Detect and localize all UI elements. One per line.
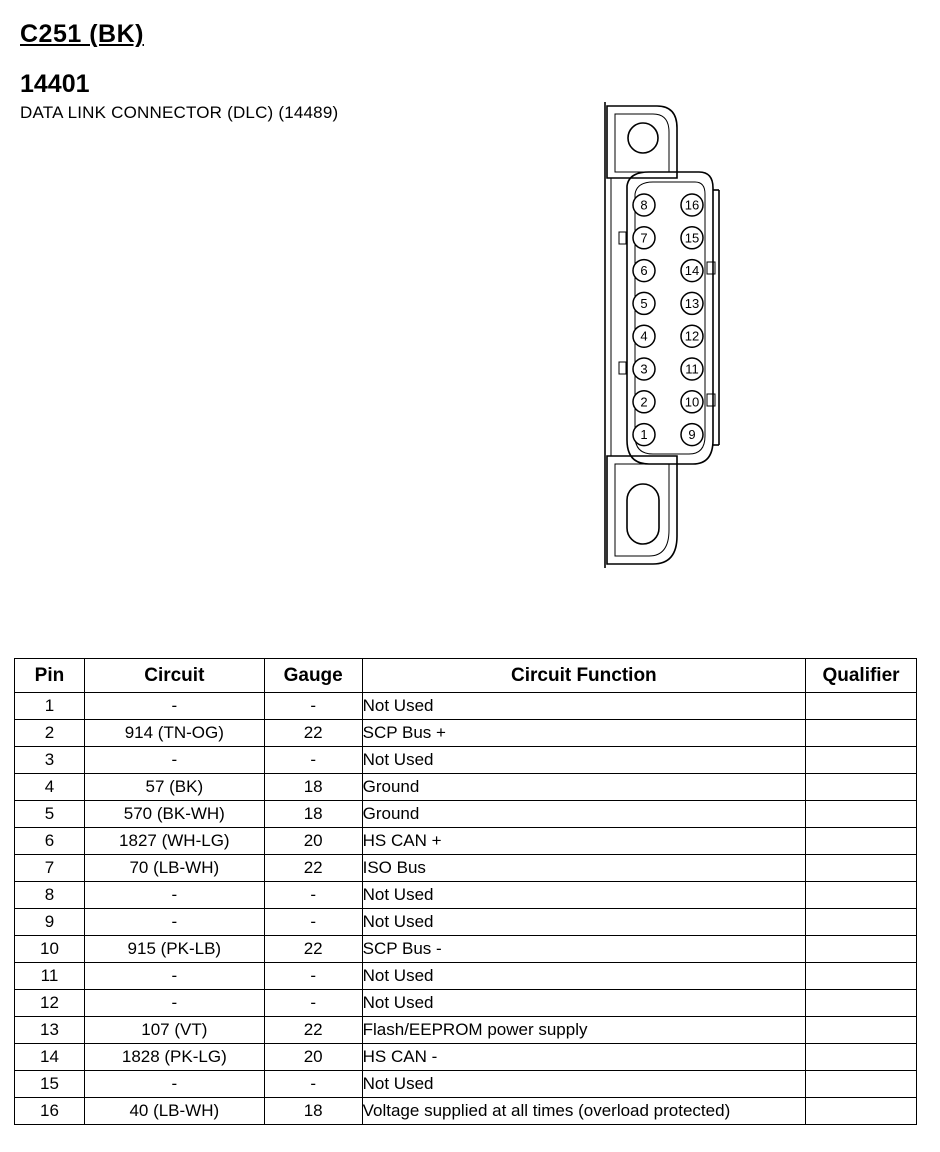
pin-label: 8 [640, 197, 648, 213]
circuit-function-cell: Not Used [362, 963, 805, 990]
pin-8 [633, 194, 655, 216]
qualifier-cell [806, 747, 917, 774]
pin-10 [681, 391, 703, 413]
pin-7 [633, 227, 655, 249]
pin-9 [681, 424, 703, 446]
pin-label: 16 [684, 197, 700, 213]
qualifier-cell [806, 693, 917, 720]
pin-16 [681, 194, 703, 216]
pin-cell: 7 [15, 855, 85, 882]
gauge-cell: - [264, 909, 362, 936]
pin-4 [633, 325, 655, 347]
qualifier-cell [806, 801, 917, 828]
pin-cell: 5 [15, 801, 85, 828]
table-row [15, 1071, 917, 1098]
circuit-cell: 57 (BK) [84, 774, 264, 801]
table-row [15, 1017, 917, 1044]
gauge-cell: - [264, 990, 362, 1017]
pin-label: 5 [640, 295, 648, 311]
qualifier-cell [806, 1071, 917, 1098]
pin-label: 7 [640, 230, 648, 246]
pin-3 [633, 358, 655, 380]
circuit-cell: - [84, 963, 264, 990]
qualifier-cell [806, 882, 917, 909]
circuit-function-cell: ISO Bus [362, 855, 805, 882]
table-row [15, 1044, 917, 1071]
header-gauge: Gauge [264, 659, 362, 693]
pin-cell: 15 [15, 1071, 85, 1098]
pin-label: 14 [684, 263, 700, 279]
gauge-cell: - [264, 963, 362, 990]
gauge-cell: 20 [264, 828, 362, 855]
circuit-cell: 70 (LB-WH) [84, 855, 264, 882]
table-row [15, 774, 917, 801]
pin-cell: 12 [15, 990, 85, 1017]
qualifier-cell [806, 909, 917, 936]
circuit-cell: 1828 (PK-LG) [84, 1044, 264, 1071]
circuit-function-cell: Not Used [362, 1071, 805, 1098]
circuit-cell: - [84, 990, 264, 1017]
connector-diagram [595, 100, 735, 570]
circuit-cell: - [84, 909, 264, 936]
circuit-function-cell: SCP Bus + [362, 720, 805, 747]
circuit-cell: - [84, 747, 264, 774]
gauge-cell: - [264, 882, 362, 909]
circuit-function-cell: Not Used [362, 693, 805, 720]
pin-cell: 4 [15, 774, 85, 801]
pin-12 [681, 325, 703, 347]
circuit-function-cell: Flash/EEPROM power supply [362, 1017, 805, 1044]
circuit-function-cell: Not Used [362, 990, 805, 1017]
gauge-cell: 22 [264, 855, 362, 882]
table-row [15, 720, 917, 747]
pin-label: 13 [684, 295, 700, 311]
bottom-mounting-slot [627, 484, 659, 544]
pin-cell: 2 [15, 720, 85, 747]
pinout-table [14, 658, 917, 1125]
table-row [15, 963, 917, 990]
gauge-cell: - [264, 747, 362, 774]
qualifier-cell [806, 828, 917, 855]
table-row [15, 828, 917, 855]
pin-11 [681, 358, 703, 380]
gauge-cell: 22 [264, 1017, 362, 1044]
pin-label: 15 [684, 230, 700, 246]
table-row [15, 801, 917, 828]
pin-cell: 16 [15, 1098, 85, 1125]
circuit-cell: - [84, 693, 264, 720]
qualifier-cell [806, 1098, 917, 1125]
circuit-function-cell: Ground [362, 801, 805, 828]
circuit-cell: - [84, 882, 264, 909]
gauge-cell: 18 [264, 801, 362, 828]
part-number: 14401 [20, 70, 90, 98]
circuit-cell: 570 (BK-WH) [84, 801, 264, 828]
qualifier-cell [806, 963, 917, 990]
qualifier-cell [806, 1017, 917, 1044]
header-pin: Pin [15, 659, 85, 693]
connector-description: DATA LINK CONNECTOR (DLC) (14489) [20, 103, 339, 122]
pin-label: 4 [640, 328, 648, 344]
pin-label: 6 [640, 263, 648, 279]
pin-label: 3 [640, 361, 648, 377]
pin-cell: 10 [15, 936, 85, 963]
table-row [15, 936, 917, 963]
circuit-cell: 915 (PK-LB) [84, 936, 264, 963]
circuit-cell: 40 (LB-WH) [84, 1098, 264, 1125]
pin-label: 9 [688, 427, 696, 443]
pin-15 [681, 227, 703, 249]
pin-14 [681, 260, 703, 282]
pin-13 [681, 292, 703, 314]
gauge-cell: 22 [264, 936, 362, 963]
circuit-function-cell: SCP Bus - [362, 936, 805, 963]
gauge-cell: - [264, 1071, 362, 1098]
header-qualifier: Qualifier [806, 659, 917, 693]
gauge-cell: - [264, 693, 362, 720]
table-row [15, 909, 917, 936]
pin-label: 12 [684, 328, 700, 344]
circuit-cell: - [84, 1071, 264, 1098]
circuit-function-cell: HS CAN + [362, 828, 805, 855]
pin-label: 1 [640, 427, 648, 443]
table-row [15, 747, 917, 774]
pin-5 [633, 292, 655, 314]
circuit-function-cell: HS CAN - [362, 1044, 805, 1071]
circuit-function-cell: Ground [362, 774, 805, 801]
table-row [15, 1098, 917, 1125]
header-circuit-function: Circuit Function [362, 659, 805, 693]
table-row [15, 855, 917, 882]
qualifier-cell [806, 1044, 917, 1071]
pin-cell: 11 [15, 963, 85, 990]
pin-cell: 14 [15, 1044, 85, 1071]
pin-cell: 6 [15, 828, 85, 855]
pin-1 [633, 424, 655, 446]
table-row [15, 882, 917, 909]
qualifier-cell [806, 936, 917, 963]
top-mounting-ear [607, 106, 677, 178]
qualifier-cell [806, 720, 917, 747]
circuit-function-cell: Not Used [362, 882, 805, 909]
qualifier-cell [806, 855, 917, 882]
circuit-cell: 1827 (WH-LG) [84, 828, 264, 855]
circuit-function-cell: Not Used [362, 909, 805, 936]
table-header-row [15, 659, 917, 693]
gauge-cell: 18 [264, 1098, 362, 1125]
circuit-cell: 107 (VT) [84, 1017, 264, 1044]
pin-label: 2 [640, 394, 648, 410]
table-row [15, 693, 917, 720]
gauge-cell: 22 [264, 720, 362, 747]
circuit-cell: 914 (TN-OG) [84, 720, 264, 747]
pin-cell: 8 [15, 882, 85, 909]
gauge-cell: 20 [264, 1044, 362, 1071]
connector-id: C251 (BK) [20, 20, 144, 48]
top-mounting-hole [628, 123, 658, 153]
pin-cell: 1 [15, 693, 85, 720]
gauge-cell: 18 [264, 774, 362, 801]
pin-cell: 13 [15, 1017, 85, 1044]
pin-cell: 3 [15, 747, 85, 774]
bottom-mounting-ear [607, 456, 677, 564]
circuit-function-cell: Voltage supplied at all times (overload protected) [362, 1098, 805, 1125]
pin-label: 11 [685, 361, 699, 377]
pin-cell: 9 [15, 909, 85, 936]
circuit-function-cell: Not Used [362, 747, 805, 774]
header-circuit: Circuit [84, 659, 264, 693]
qualifier-cell [806, 990, 917, 1017]
table-row [15, 990, 917, 1017]
pin-label: 10 [684, 394, 700, 410]
pin-2 [633, 391, 655, 413]
pin-6 [633, 260, 655, 282]
qualifier-cell [806, 774, 917, 801]
